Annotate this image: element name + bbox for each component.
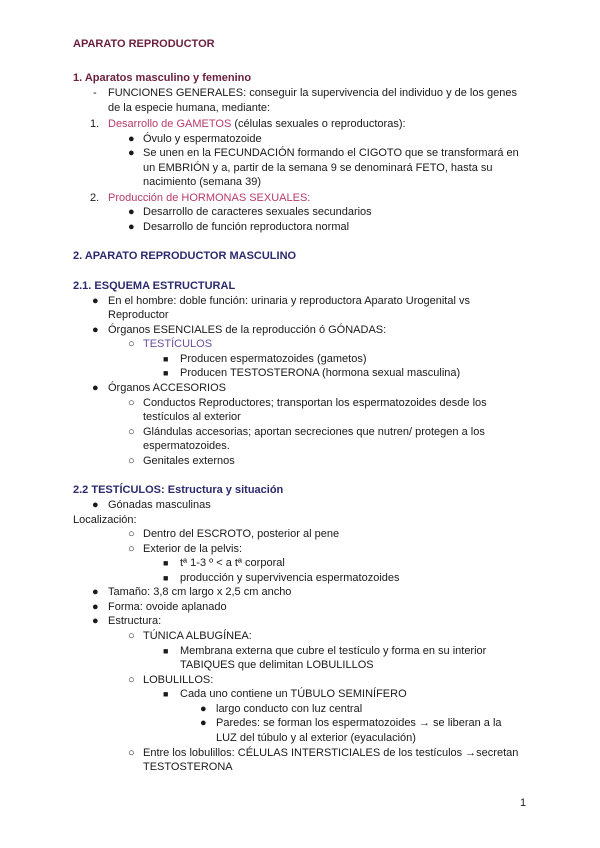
loc-2-line: Exterior de la pelvis: [143, 543, 243, 555]
loc-2b-line: producción y supervivencia espermatozoides [180, 572, 400, 584]
item-1-rest: (células sexuales o reproductoras): [231, 118, 406, 130]
loc-1-line: Dentro del ESCROTO, posterior al pene [143, 528, 340, 540]
square-bullet-icon: ■ [163, 368, 169, 378]
lobulillos-line: LOBULILLOS: [143, 674, 214, 686]
circle-bullet-icon: ○ [128, 338, 135, 350]
bullet-icon: ● [128, 206, 135, 218]
acc-1-line-1: Conductos Reproductores; transportan los espermatozoides desde los [143, 397, 487, 409]
testiculos-label: TESTÍCULOS [143, 338, 213, 350]
lob-1-line: Cada uno contiene un TÚBULO SEMINÍFERO [180, 688, 407, 700]
square-bullet-icon: ■ [163, 354, 169, 364]
loc-2a-line: tª 1-3 º < a tª corporal [180, 557, 285, 569]
acc-2-line-1: Glándulas accesorias; aportan secreciones que nutren/ protegen a los [143, 426, 485, 438]
circle-bullet-icon: ○ [128, 528, 135, 540]
bullet-icon: ● [200, 703, 207, 715]
a1-line-1: En el hombre: doble función: urinaria y reproductora Aparato Urogenital vs [108, 295, 470, 307]
estructura-line: Estructura: [108, 615, 162, 627]
bullet-icon: ● [128, 221, 135, 233]
square-bullet-icon: ■ [163, 646, 169, 656]
square-bullet-icon: ■ [163, 558, 169, 568]
acc-3-line: Genitales externos [143, 455, 235, 467]
tunica-line: TÚNICA ALBUGÍNEA: [143, 630, 252, 642]
a3-line: Órganos ACCESORIOS [108, 382, 226, 394]
bullet-icon: ● [92, 615, 99, 627]
circle-bullet-icon: ○ [128, 747, 135, 759]
subsection-2-2-heading: 2.2 TESTÍCULOS: Estructura y situación [73, 484, 284, 496]
localizacion-label: Localización: [73, 514, 137, 526]
bullet-icon: ● [92, 382, 99, 394]
dash-bullet: - [93, 87, 97, 99]
tunica-desc-line-1: Membrana externa que cubre el testículo y forma en su interior [180, 645, 487, 657]
item-2-bullet-1: Desarrollo de caracteres sexuales secundarios [143, 206, 372, 218]
acc-2-line-2: espermatozoides. [143, 440, 230, 452]
item-1-line [108, 117, 406, 132]
bullet-icon: ● [92, 295, 99, 307]
item-2-bullet-2: Desarrollo de función reproductora normal [143, 221, 350, 233]
circle-bullet-icon: ○ [128, 397, 135, 409]
testiculos-item-1: Producen espermatozoides (gametos) [180, 353, 367, 365]
circle-bullet-icon: ○ [128, 543, 135, 555]
funciones-line-2: de la especie humana, mediante: [108, 102, 271, 114]
entre-line-2: TESTOSTERONA [143, 761, 233, 773]
lob-1a-line: largo conducto con luz central [216, 703, 363, 715]
section-2-heading: 2. APARATO REPRODUCTOR MASCULINO [73, 250, 297, 262]
page-number: 1 [520, 797, 527, 809]
bullet-icon: ● [92, 499, 99, 511]
list-number-2: 2. [90, 192, 100, 204]
lob-1b-line-2: LUZ del túbulo y al exterior (eyaculación) [216, 732, 416, 744]
a2-line: Órganos ESENCIALES de la reproducción ó GÓNADAS: [108, 324, 387, 336]
section-1-heading: 1. Aparatos masculino y femenino [73, 72, 252, 84]
item-1-bullet-2-line-3: nacimiento (semana 39) [143, 176, 262, 188]
forma-line: Forma: ovoide aplanado [108, 601, 227, 613]
testiculos-item-2: Producen TESTOSTERONA (hormona sexual masculina) [180, 367, 461, 379]
bullet-icon: ● [92, 601, 99, 613]
list-number-1: 1. [90, 118, 100, 130]
page-title: APARATO REPRODUCTOR [73, 38, 215, 50]
square-bullet-icon: ■ [163, 573, 169, 583]
bullet-icon: ● [128, 147, 135, 159]
square-bullet-icon: ■ [163, 689, 169, 699]
tunica-desc-line-2: TABIQUES que delimitan LOBULILLOS [180, 659, 374, 671]
subsection-2-1-heading: 2.1. ESQUEMA ESTRUCTURAL [73, 280, 236, 292]
item-1-bullet-2-line-2: un EMBRIÓN y a, partir de la semana 9 se denominará FETO, hasta su [143, 162, 493, 174]
bullet-icon: ● [92, 324, 99, 336]
funciones-line-1: FUNCIONES GENERALES: conseguir la supervivencia del individuo y de los genes [108, 87, 518, 99]
item-1-colored: Desarrollo de GAMETOS [108, 118, 232, 130]
item-1-bullet-1: Óvulo y espermatozoide [143, 133, 262, 145]
circle-bullet-icon: ○ [128, 455, 135, 467]
bullet-icon: ● [128, 133, 135, 145]
bullet-icon: ● [92, 586, 99, 598]
acc-1-line-2: testículos al exterior [143, 411, 241, 423]
gonadas-line: Gónadas masculinas [108, 499, 211, 511]
item-1-bullet-2-line-1: Se unen en la FECUNDACIÓN formando el CIGOTO que se transformará en [143, 147, 519, 159]
circle-bullet-icon: ○ [128, 674, 135, 686]
item-2-colored: Producción de HORMONAS SEXUALES: [108, 192, 311, 204]
a1-line-2: Reproductor [108, 309, 169, 321]
circle-bullet-icon: ○ [128, 426, 135, 438]
entre-line-1: Entre los lobulillos: CÉLULAS INTERSTICIALES de los testículos →secretan [143, 747, 519, 759]
circle-bullet-icon: ○ [128, 630, 135, 642]
bullet-icon: ● [200, 717, 207, 729]
lob-1b-line-1: Paredes: se forman los espermatozoides → se liberan a la [216, 717, 502, 729]
tamano-line: Tamaño: 3,8 cm largo x 2,5 cm ancho [108, 586, 292, 598]
